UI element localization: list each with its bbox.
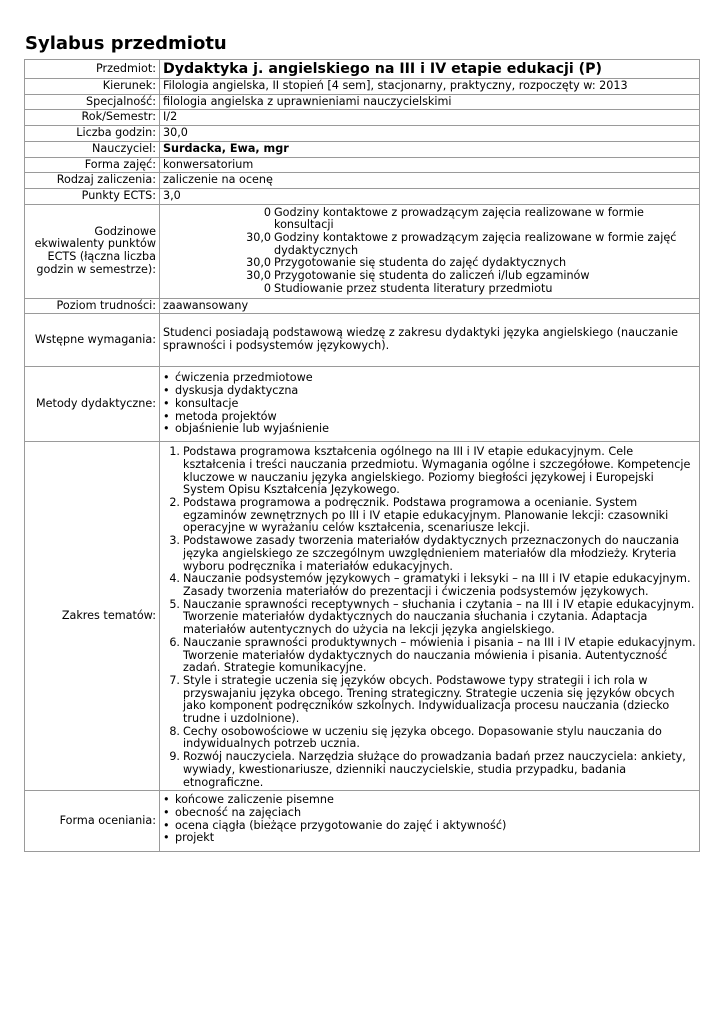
list-item: • końcowe zaliczenie pisemne xyxy=(163,793,334,807)
topic-text: Nauczanie sprawności produktywnych – mówienia i pisania – na III i IV etapie edukacyjnym. Tworzenie materiałów dydaktycznych do nauczania mówienia i pisania. Autentyczność zadań. Strategie komunikacyjne. xyxy=(183,635,696,675)
table-row xyxy=(25,367,700,442)
table-row xyxy=(25,110,700,126)
assessment-value xyxy=(160,791,700,852)
list-item xyxy=(163,637,696,675)
ects-hours-value xyxy=(160,204,700,298)
topic-number: 6. xyxy=(169,635,180,649)
assessment-list xyxy=(163,794,696,845)
prerequisites-label: Wstępne wymagania: xyxy=(25,314,160,367)
topic-text: Nauczanie sprawności receptywnych – słuchania i czytania – na III i IV etapie edukacyjnym. Tworzenie materiałów dydaktycznych do nauczania słuchania i czytania. Adaptacja materiałów autentycznych do użycia na lekcji języka angielskiego. xyxy=(183,597,695,637)
ects-hours-desc: Przygotowanie się studenta do zajęć dydaktycznych xyxy=(274,256,567,270)
topic-text: Podstawa programowa kształcenia ogólnego na III i IV etapie edukacyjnym. Cele kształcenia i treści nauczania przedmiotu. Wymagania ogólne i szczegółowe. Kompetencje kluczowe w nauczaniu języka angielskiego. Poziomy biegłości językowej i Europejski System Opisu Kształcenia Językowego. xyxy=(183,445,691,497)
table-row xyxy=(25,314,700,367)
list-item: • objaśnienie lub wyjaśnienie xyxy=(163,422,330,436)
list-item: • obecność na zajęciach xyxy=(163,805,302,819)
ects-hours-desc: Przygotowanie się studenta do zaliczeń i/lub egzaminów xyxy=(274,269,590,283)
list-item xyxy=(163,497,696,535)
table-row xyxy=(25,157,700,173)
topic-text: Cechy osobowościowe w uczeniu się języka obcego. Dopasowanie stylu nauczania do indywidualnych potrzeb ucznia. xyxy=(183,724,662,751)
method-text: dyskusja dydaktyczna xyxy=(175,384,299,398)
methods-value xyxy=(160,367,700,442)
method-text: konsultacje xyxy=(175,396,239,410)
credit-type-value: zaliczenie na ocenę xyxy=(160,173,700,189)
ects-hours-amount: 0 xyxy=(263,205,271,219)
program-value: Filologia angielska, II stopień [4 sem], stacjonarny, praktyczny, rozpoczęty w: 2013 xyxy=(160,79,700,95)
topic-number: 9. xyxy=(169,750,180,764)
method-text: ćwiczenia przedmiotowe xyxy=(175,371,313,385)
list-item: • metoda projektów xyxy=(163,409,277,423)
list-item xyxy=(163,751,696,789)
topic-number: 5. xyxy=(169,597,180,611)
list-item xyxy=(163,675,696,726)
topic-text: Podstawowe zasady tworzenia materiałów dydaktycznych przeznaczonych do nauczania języka angielskiego ze szczególnym uwzględnieniem materiałów dla młodzieży. Kryteria wyboru podręcznika i materiałów edukacyjnych. xyxy=(183,534,680,573)
list-item: • konsultacje xyxy=(163,396,239,410)
topic-number: 8. xyxy=(169,724,180,738)
list-item xyxy=(163,573,696,598)
list-item xyxy=(163,726,696,751)
form-value: konwersatorium xyxy=(160,157,700,173)
teacher-label: Nauczyciel: xyxy=(25,141,160,157)
topic-text: Nauczanie podsystemów językowych – gramatyki i leksyki – na III i IV etapie edukacyjnym. Zasady tworzenia materiałów do prezentacji i ćwiczenia podsystemów językowych. xyxy=(183,572,691,598)
ects-hours-amount: 0 xyxy=(263,281,271,295)
ects-hours-desc: Godziny kontaktowe z prowadzącym zajęcia realizowane w formie zajęć dydaktycznych xyxy=(274,231,677,257)
topic-number: 3. xyxy=(169,534,180,548)
subject-label: Przedmiot: xyxy=(25,60,160,79)
topic-number: 7. xyxy=(169,673,180,687)
topic-text: Rozwój nauczyciela. Narzędzia służące do prowadzania badań przez nauczyciela: ankiety, wywiady, kwestionariusze, dzienniki nauczycielskie, studia przypadku, badania etnograficzne. xyxy=(183,750,686,789)
list-item xyxy=(163,535,696,573)
credit-type-label: Rodzaj zaliczenia: xyxy=(25,173,160,189)
subject-title: Dydaktyka j. angielskiego na III i IV etapie edukacji (P) xyxy=(163,61,603,77)
ects-hours-desc: Godziny kontaktowe z prowadzącym zajęcia realizowane w formie konsultacji xyxy=(274,205,644,232)
ects-hours-item xyxy=(163,270,696,283)
list-item: • ćwiczenia przedmiotowe xyxy=(163,371,313,385)
list-item xyxy=(163,446,696,497)
table-row xyxy=(25,791,700,852)
ects-hours-item xyxy=(163,207,696,232)
topic-number: 4. xyxy=(169,572,180,586)
table-row xyxy=(25,204,700,298)
ects-label: Punkty ECTS: xyxy=(25,188,160,204)
specialization-value: filologia angielska z uprawnieniami nauczycielskimi xyxy=(160,94,700,110)
table-row xyxy=(25,188,700,204)
prerequisites-value: Studenci posiadają podstawową wiedzę z zakresu dydaktyki języka angielskiego (nauczanie sprawności i podsystemów językowych). xyxy=(160,314,700,367)
table-row xyxy=(25,60,700,79)
ects-hours-amount: 30,0 xyxy=(246,269,271,283)
year-semester-label: Rok/Semestr: xyxy=(25,110,160,126)
assessment-text: obecność na zajęciach xyxy=(175,805,302,819)
methods-list xyxy=(163,372,696,436)
table-row xyxy=(25,141,700,157)
list-item: • dyskusja dydaktyczna xyxy=(163,384,299,398)
assessment-text: projekt xyxy=(175,831,215,845)
topics-label: Zakres tematów: xyxy=(25,442,160,791)
assessment-text: końcowe zaliczenie pisemne xyxy=(175,793,334,807)
ects-hours-amount: 30,0 xyxy=(246,231,271,245)
table-row xyxy=(25,442,700,791)
topics-list xyxy=(163,446,696,789)
table-row xyxy=(25,79,700,95)
table-row xyxy=(25,126,700,142)
teacher-value: Surdacka, Ewa, mgr xyxy=(160,141,700,157)
table-row xyxy=(25,298,700,314)
topic-text: Style i strategie uczenia się języków obcych. Podstawowe typy strategii i ich rola w przyswajaniu języka obcego. Trening strategiczny. Strategie uczenia się języków obcych jako komponent podręczników szkolnych. Indywidualizacja procesu nauczania (dziecko trudne i uzdolnione). xyxy=(183,673,675,726)
topics-value xyxy=(160,442,700,791)
ects-hours-item xyxy=(163,283,696,296)
assessment-text: ocena ciągła (bieżące przygotowanie do zajęć i aktywność) xyxy=(175,818,507,832)
topic-number: 1. xyxy=(169,445,180,459)
ects-value: 3,0 xyxy=(160,188,700,204)
year-semester-value: I/2 xyxy=(160,110,700,126)
method-text: metoda projektów xyxy=(175,409,277,423)
list-item: • ocena ciągła (bieżące przygotowanie do zajęć i aktywność) xyxy=(163,818,507,832)
specialization-label: Specjalność: xyxy=(25,94,160,110)
list-item xyxy=(163,599,696,637)
table-row xyxy=(25,173,700,189)
subject-value xyxy=(160,60,700,79)
ects-hours-label: Godzinowe ekwiwalenty punktów ECTS (łączna liczba godzin w semestrze): xyxy=(25,204,160,298)
hours-value: 30,0 xyxy=(160,126,700,142)
ects-hours-desc: Studiowanie przez studenta literatury przedmiotu xyxy=(274,281,553,295)
page-title: Sylabus przedmiotu xyxy=(25,33,227,54)
assessment-label: Forma oceniania: xyxy=(25,791,160,852)
topic-text: Podstawa programowa a podręcznik. Podstawa programowa a ocenianie. System egzaminów zewnętrznych po III i IV etapie edukacyjnym. Planowanie lekcji: czasowniki operacyjne w wyrażaniu celów kształcenia, scenariusze lekcji. xyxy=(183,496,669,535)
difficulty-value: zaawansowany xyxy=(160,298,700,314)
program-label: Kierunek: xyxy=(25,79,160,95)
topic-number: 2. xyxy=(169,496,180,510)
list-item: • projekt xyxy=(163,831,215,845)
ects-hours-item xyxy=(163,232,696,257)
table-row xyxy=(25,94,700,110)
method-text: objaśnienie lub wyjaśnienie xyxy=(175,422,330,436)
methods-label: Metody dydaktyczne: xyxy=(25,367,160,442)
syllabus-table xyxy=(24,59,700,852)
ects-hours-amount: 30,0 xyxy=(246,256,271,270)
form-label: Forma zajęć: xyxy=(25,157,160,173)
difficulty-label: Poziom trudności: xyxy=(25,298,160,314)
hours-label: Liczba godzin: xyxy=(25,126,160,142)
